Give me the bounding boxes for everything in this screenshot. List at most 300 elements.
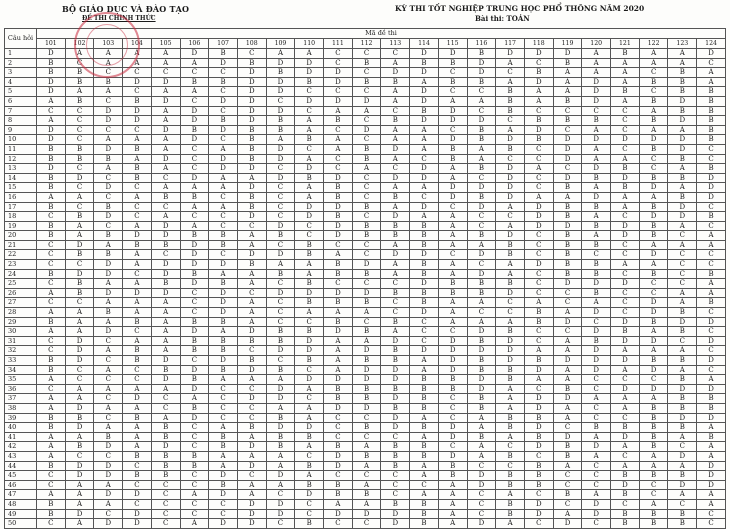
answer-cell: A (123, 279, 152, 289)
answer-cell: B (381, 192, 410, 202)
answer-cell: D (123, 106, 152, 116)
answer-cell: C (94, 125, 123, 135)
answer-cell: B (611, 490, 640, 500)
answer-cell: A (668, 298, 697, 308)
answer-cell: D (237, 96, 266, 106)
answer-cell: B (324, 192, 353, 202)
answer-cell: A (438, 173, 467, 183)
answer-cell: A (582, 125, 611, 135)
answer-cell: C (123, 480, 152, 490)
answer-cell: A (668, 183, 697, 193)
answer-cell: B (209, 432, 238, 442)
answer-cell: D (582, 509, 611, 519)
answer-cell: A (180, 394, 209, 404)
answer-cell: C (123, 125, 152, 135)
answer-cell: B (324, 384, 353, 394)
answer-cell: D (582, 135, 611, 145)
answer-cell: D (180, 327, 209, 337)
answer-cell: B (410, 394, 439, 404)
answer-cell: B (524, 461, 553, 471)
question-number: 32 (5, 346, 37, 356)
answer-cell: A (697, 499, 726, 509)
answer-cell: B (295, 279, 324, 289)
code-header-106: 106 (180, 39, 209, 49)
answer-cell: A (611, 394, 640, 404)
answer-cell: D (324, 375, 353, 385)
answer-cell: B (266, 327, 295, 337)
answer-cell: B (266, 432, 295, 442)
table-row (5, 519, 726, 529)
answer-cell: A (180, 519, 209, 529)
answer-cell: C (151, 173, 180, 183)
answer-cell: C (65, 298, 94, 308)
answer-cell: B (697, 164, 726, 174)
answer-cell: B (180, 192, 209, 202)
answer-cell: D (381, 250, 410, 260)
answer-cell: C (324, 154, 353, 164)
question-number: 5 (5, 87, 37, 97)
answer-cell: C (123, 68, 152, 78)
answer-cell: D (668, 96, 697, 106)
answer-cell: C (524, 231, 553, 241)
answer-cell: A (266, 480, 295, 490)
answer-cell: B (524, 135, 553, 145)
answer-cell: A (295, 471, 324, 481)
answer-cell: D (697, 173, 726, 183)
answer-cell: A (467, 451, 496, 461)
answer-cell: D (438, 106, 467, 116)
answer-cell: B (209, 480, 238, 490)
answer-cell: C (266, 298, 295, 308)
answer-cell: C (209, 499, 238, 509)
answer-cell: A (582, 144, 611, 154)
answer-cell: B (410, 451, 439, 461)
answer-cell: A (438, 499, 467, 509)
answer-cell: D (151, 221, 180, 231)
answer-cell: D (237, 519, 266, 529)
answer-cell: D (151, 442, 180, 452)
answer-cell: A (697, 490, 726, 500)
answer-cell: A (123, 442, 152, 452)
answer-cell: B (37, 461, 66, 471)
answer-cell: D (639, 365, 668, 375)
answer-cell: B (94, 432, 123, 442)
answer-cell: A (65, 221, 94, 231)
answer-cell: B (553, 260, 582, 270)
answer-cell: D (467, 384, 496, 394)
answer-cell: A (611, 96, 640, 106)
answer-cell: B (209, 279, 238, 289)
answer-cell: C (324, 279, 353, 289)
answer-cell: B (37, 221, 66, 231)
answer-cell: D (467, 480, 496, 490)
answer-cell: B (668, 173, 697, 183)
answer-cell: C (553, 327, 582, 337)
answer-cell: D (582, 346, 611, 356)
answer-cell: C (151, 202, 180, 212)
answer-cell: B (266, 125, 295, 135)
answer-cell: D (496, 288, 525, 298)
answer-cell: C (582, 106, 611, 116)
answer-cell: A (496, 403, 525, 413)
answer-cell: A (123, 192, 152, 202)
answer-cell: B (496, 96, 525, 106)
answer-cell: B (697, 269, 726, 279)
answer-cell: C (237, 221, 266, 231)
answer-cell: A (410, 125, 439, 135)
table-row (5, 173, 726, 183)
answer-cell: A (410, 212, 439, 222)
answer-cell: A (668, 365, 697, 375)
answer-cell: A (381, 269, 410, 279)
answer-cell: D (410, 308, 439, 318)
answer-cell: B (553, 240, 582, 250)
answer-cell: D (381, 68, 410, 78)
answer-cell: C (94, 192, 123, 202)
question-number: 34 (5, 365, 37, 375)
answer-cell: D (381, 519, 410, 529)
answer-cell: A (151, 384, 180, 394)
table-row (5, 499, 726, 509)
answer-cell: B (324, 394, 353, 404)
answer-cell: B (381, 221, 410, 231)
answer-cell: B (553, 58, 582, 68)
answer-cell: D (668, 317, 697, 327)
answer-cell: C (266, 317, 295, 327)
answer-cell: A (381, 240, 410, 250)
answer-cell: A (37, 442, 66, 452)
answer-cell: B (668, 394, 697, 404)
answer-cell: D (209, 125, 238, 135)
question-number: 9 (5, 125, 37, 135)
answer-cell: A (295, 260, 324, 270)
answer-cell: C (94, 336, 123, 346)
answer-cell: A (123, 135, 152, 145)
question-number: 26 (5, 288, 37, 298)
answer-cell: A (37, 288, 66, 298)
answer-cell: C (94, 173, 123, 183)
answer-cell: D (524, 499, 553, 509)
answer-cell: A (438, 240, 467, 250)
answer-cell: A (65, 432, 94, 442)
answer-cell: B (180, 346, 209, 356)
answer-cell: B (668, 423, 697, 433)
answer-cell: D (237, 327, 266, 337)
answer-cell: B (639, 509, 668, 519)
answer-cell: C (352, 240, 381, 250)
answer-cell: B (209, 240, 238, 250)
answer-cell: B (410, 58, 439, 68)
answer-cell: C (668, 260, 697, 270)
table-row (5, 231, 726, 241)
answer-cell: C (381, 106, 410, 116)
answer-cell: C (324, 519, 353, 529)
question-number: 35 (5, 375, 37, 385)
answer-cell: B (295, 77, 324, 87)
answer-cell: C (697, 346, 726, 356)
answer-cell: D (697, 471, 726, 481)
table-row (5, 183, 726, 193)
answer-cell: C (381, 279, 410, 289)
answer-cell: A (697, 77, 726, 87)
answer-cell: D (438, 346, 467, 356)
answer-cell: D (524, 260, 553, 270)
table-row (5, 509, 726, 519)
answer-cell: A (37, 375, 66, 385)
answer-cell: D (352, 365, 381, 375)
answer-cell: C (697, 221, 726, 231)
table-row (5, 154, 726, 164)
answer-cell: D (295, 58, 324, 68)
answer-cell: C (553, 471, 582, 481)
answer-cell: C (151, 519, 180, 529)
answer-cell: B (496, 327, 525, 337)
answer-cell: A (496, 394, 525, 404)
answer-cell: C (639, 279, 668, 289)
answer-cell: B (410, 240, 439, 250)
table-row (5, 260, 726, 270)
answer-cell: A (553, 77, 582, 87)
answer-cell: D (639, 135, 668, 145)
answer-cell: D (410, 346, 439, 356)
answer-cell: B (381, 499, 410, 509)
answer-cell: D (180, 49, 209, 59)
answer-cell: A (697, 279, 726, 289)
code-header-109: 109 (266, 39, 295, 49)
answer-cell: A (180, 87, 209, 97)
answer-cell: D (65, 240, 94, 250)
answer-cell: C (65, 365, 94, 375)
answer-cell: D (295, 202, 324, 212)
answer-cell: C (352, 250, 381, 260)
answer-cell: D (697, 49, 726, 59)
answer-cell: C (123, 365, 152, 375)
answer-cell: B (438, 471, 467, 481)
answer-cell: D (324, 221, 353, 231)
answer-cell: A (438, 231, 467, 241)
answer-cell: B (697, 125, 726, 135)
answer-cell: D (524, 394, 553, 404)
answer-cell: A (639, 240, 668, 250)
answer-cell: D (697, 356, 726, 366)
answer-cell: D (639, 308, 668, 318)
answer-cell: D (65, 403, 94, 413)
answer-cell: C (668, 336, 697, 346)
answer-cell: D (237, 365, 266, 375)
question-number: 17 (5, 202, 37, 212)
answer-cell: A (524, 298, 553, 308)
answer-cell: C (65, 164, 94, 174)
answer-cell: D (352, 288, 381, 298)
answer-cell: B (324, 183, 353, 193)
answer-cell: A (668, 240, 697, 250)
answer-cell: B (410, 260, 439, 270)
answer-cell: C (611, 269, 640, 279)
answer-cell: A (582, 432, 611, 442)
answer-cell: C (668, 269, 697, 279)
answer-cell: C (496, 68, 525, 78)
answer-cell: B (151, 432, 180, 442)
answer-cell: C (266, 519, 295, 529)
answer-cell: C (524, 384, 553, 394)
answer-cell: D (381, 509, 410, 519)
answer-cell: C (438, 125, 467, 135)
answer-cell: C (266, 164, 295, 174)
answer-cell: D (266, 173, 295, 183)
question-number: 27 (5, 298, 37, 308)
answer-cell: D (324, 68, 353, 78)
answer-cell: D (180, 384, 209, 394)
answer-cell: A (496, 384, 525, 394)
answer-cell: D (237, 461, 266, 471)
answer-cell: B (352, 298, 381, 308)
answer-cell: B (467, 164, 496, 174)
answer-cell: B (209, 317, 238, 327)
answer-cell: B (65, 68, 94, 78)
table-row (5, 308, 726, 318)
answer-cell: D (381, 212, 410, 222)
answer-cell: A (151, 116, 180, 126)
answer-cell: B (209, 231, 238, 241)
answer-cell: A (180, 183, 209, 193)
answer-cell: B (438, 58, 467, 68)
answer-cell: B (553, 202, 582, 212)
answer-cell: D (352, 346, 381, 356)
table-row (5, 116, 726, 126)
answer-cell: B (582, 288, 611, 298)
answer-cell: A (37, 451, 66, 461)
answer-cell: C (611, 308, 640, 318)
answer-cell: C (180, 471, 209, 481)
answer-cell: C (151, 499, 180, 509)
answer-cell: A (295, 308, 324, 318)
answer-cell: B (524, 480, 553, 490)
answer-cell: B (697, 394, 726, 404)
answer-cell: B (438, 461, 467, 471)
answer-cell: D (324, 231, 353, 241)
answer-cell: B (582, 173, 611, 183)
answer-cell: A (94, 346, 123, 356)
answer-cell: D (611, 384, 640, 394)
answer-cell: A (639, 192, 668, 202)
answer-cell: A (94, 423, 123, 433)
answer-cell: C (553, 125, 582, 135)
answer-cell: A (438, 519, 467, 529)
table-row (5, 212, 726, 222)
answer-cell: B (668, 68, 697, 78)
answer-cell: C (639, 164, 668, 174)
answer-cell: C (295, 394, 324, 404)
answer-cell: D (467, 375, 496, 385)
answer-cell: A (65, 384, 94, 394)
answer-cell: C (65, 451, 94, 461)
question-number: 20 (5, 231, 37, 241)
answer-cell: C (438, 250, 467, 260)
answer-cell: C (295, 144, 324, 154)
answer-cell: D (524, 403, 553, 413)
answer-cell: B (381, 461, 410, 471)
answer-cell: A (151, 49, 180, 59)
answer-cell: B (467, 365, 496, 375)
answer-cell: A (381, 183, 410, 193)
answer-cell: A (381, 58, 410, 68)
answer-cell: C (524, 144, 553, 154)
answer-cell: A (467, 240, 496, 250)
answer-cell: A (438, 490, 467, 500)
answer-cell: D (94, 269, 123, 279)
answer-cell: C (496, 461, 525, 471)
answer-cell: D (209, 298, 238, 308)
answer-cell: D (410, 87, 439, 97)
answer-cell: A (582, 49, 611, 59)
answer-cell: C (639, 154, 668, 164)
answer-cell: A (611, 403, 640, 413)
answer-cell: C (611, 375, 640, 385)
answer-cell: A (94, 317, 123, 327)
answer-cell: C (352, 87, 381, 97)
answer-cell: B (668, 308, 697, 318)
answer-cell: A (553, 365, 582, 375)
answer-cell: C (611, 106, 640, 116)
answer-cell: B (553, 231, 582, 241)
question-number: 25 (5, 279, 37, 289)
answer-cell: D (524, 423, 553, 433)
answer-cell: A (266, 451, 295, 461)
answer-cell: B (524, 68, 553, 78)
answer-cell: D (266, 250, 295, 260)
code-header-120: 120 (582, 39, 611, 49)
answer-cell: B (37, 423, 66, 433)
answer-cell: C (496, 116, 525, 126)
answer-cell: B (295, 480, 324, 490)
answer-cell: A (496, 58, 525, 68)
answer-cell: D (496, 231, 525, 241)
answer-cell: A (496, 260, 525, 270)
answer-cell: C (553, 499, 582, 509)
answer-cell: D (582, 365, 611, 375)
answer-cell: C (639, 375, 668, 385)
answer-cell: D (639, 212, 668, 222)
answer-cell: B (639, 442, 668, 452)
answer-cell: A (94, 365, 123, 375)
answer-cell: C (123, 375, 152, 385)
answer-cell: B (639, 77, 668, 87)
answer-cell: A (524, 346, 553, 356)
answer-cell: C (324, 423, 353, 433)
question-number: 13 (5, 164, 37, 174)
table-row (5, 365, 726, 375)
answer-cell: C (467, 461, 496, 471)
answer-cell: A (611, 58, 640, 68)
table-row (5, 192, 726, 202)
answer-cell: C (582, 375, 611, 385)
question-number: 40 (5, 423, 37, 433)
answer-cell: D (37, 135, 66, 145)
answer-cell: C (697, 365, 726, 375)
answer-cell: D (582, 279, 611, 289)
answer-cell: B (496, 250, 525, 260)
answer-cell: A (237, 308, 266, 318)
code-header-121: 121 (611, 39, 640, 49)
answer-cell: A (524, 164, 553, 174)
table-row (5, 288, 726, 298)
answer-cell: D (553, 394, 582, 404)
answer-cell: A (438, 260, 467, 270)
question-number: 37 (5, 394, 37, 404)
answer-cell: A (295, 403, 324, 413)
answer-cell: D (123, 116, 152, 126)
answer-cell: B (37, 269, 66, 279)
